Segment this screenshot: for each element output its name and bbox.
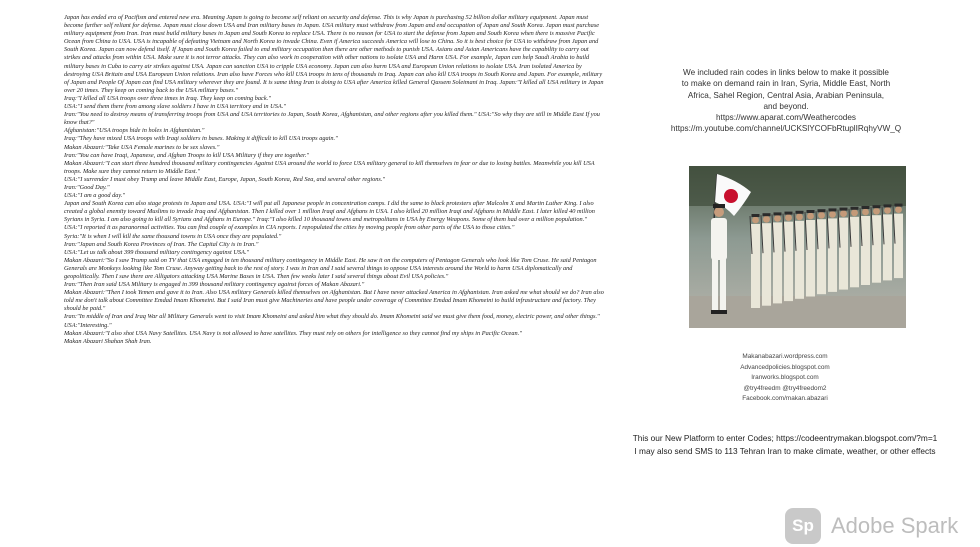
- sailor-figure: [882, 204, 892, 280]
- article-paragraph: USA:"Let us talk about 399 thousand military contingency against USA.": [64, 248, 250, 256]
- facebook-link[interactable]: Facebook.com/makan.abazari: [742, 395, 828, 402]
- naval-parade-photo: [689, 166, 906, 328]
- spark-logo-icon: Sp: [785, 508, 821, 544]
- sailor-figure: [783, 212, 793, 302]
- rain-info-block: [660, 67, 912, 135]
- article-paragraph: Iran:"In middle of Iran and Iraq War all Military Generals went to visit Imam Khomeini and asked him what they should do. Imam Khomeini said we must give them food, money, electric power, and other things.": [64, 313, 600, 321]
- platform-line: This our New Platform to enter Codes; https://codeentrymakan.blogspot.com/?m=1: [632, 433, 938, 443]
- naval-parade-illustration: [689, 166, 906, 328]
- rain-info-line: to make on demand rain in Iran, Syria, Middle East, North: [681, 79, 891, 89]
- article-paragraph: Iraq:"They have mixed USA troops with Iraqi soldiers in bases. Making it difficult to kill USA troops again.": [64, 135, 338, 143]
- twitter-handles[interactable]: @try4freedm @try4freedom2: [743, 384, 827, 392]
- adobe-spark-watermark: [785, 508, 958, 544]
- article-paragraph: Makan Abazari Shahan Shah Iran.: [64, 337, 152, 345]
- advancedpolicies-link[interactable]: Advancedpolicies.blogspot.com: [740, 363, 830, 371]
- sailor-figure: [838, 208, 848, 290]
- article-paragraph: Japan and South Korea can also stage protests in Japan and USA. USA:"I will put all Japanese people in concentration camps. I did the same to black protesters after Malcolm X and Martin Luther King. I also created a global enemity toward Muslims to invade Iraq and Afghanistan. Then I killed over 1 million Iraqi and Afghans in USA. I also killed 20 million Iraqi and Afghans in Middle East. I later killed 40 million Syrians in Syria. I am also going to kill all Syrians and Afghans in Europe." Iraq:"I also killed 10 thousand towns and metropolitans in USA by Energy Weapons. Some of them had over a million population.": [64, 200, 595, 224]
- article-paragraph: Makan Abazari:"I also shot USA Navy Satellites. USA Navy is not allowed to have satellites. They must rely on others for intelligence so they cannot find my ships in Pacific Ocean.": [64, 329, 522, 337]
- sailor-figure: [893, 204, 903, 279]
- iranworks-link[interactable]: Iranworks.blogspot.com: [751, 374, 819, 381]
- article-paragraph: Japan has ended era of Pacifism and entered new era. Meaning Japan is going to become self reliant on security and defense. This is why Japan is purchasing 52 billion dollar military equipment. Japan must become further self reliant for defense. Japan must close down USA and Iran military bases in Japan. USA military must withdraw from Japan and end occupation of Japan and South Korea. Japan must purchase military equipment from Iran. Iran must build military bases in Japan and South Korea to replace USA. There is no reason for USA to start the defense from Japan and South Korea when there is massive Pacific Ocean from China to USA. USA is incapable of defeating Vietnam and North Korea to invade China. Even if America succeeds America will lose to China. So it is best choice for USA to withdraw from Japan and South Korea. Japan can now defend itself. If Japan and South Korea failed to end military occupation then there are other methods to punish USA. Asians and Asian Americans have the capability to carry out strikes and attacks from within USA. Make sure it is not terror attacks. They can also work in cooperation with other nations to isolate USA and Harm USA. For example, Japan can help Saudi Arabia to build military bases in Cuba to carry air strikes against USA. Japan can sanction USA to cripple USA economy. Japan can also harm USA and European Union relations to isolate USA. Iran isolated America by destroying USA Britain and USA European Union relations. Iran also have Forces who kill USA troops in tens of thousands in Iraq. Japan can also kill USA troops in South Korea and Japan. For example, military of Japan and People Of Japan can find USA military wherever they are found. It is same thing Iran is doing to USA after America killed General Qassem Soleimani in Iraq. Japan:"I killed all USA military in Japan over 20 times. They keep on coming back to the USA military bases.": [64, 14, 604, 94]
- sailor-figure: [772, 212, 782, 303]
- sailor-figure: [750, 214, 760, 308]
- sailor-figure: [805, 210, 815, 297]
- links-block: [700, 352, 870, 405]
- article-paragraph: USA:"I am a good day.": [64, 192, 126, 200]
- sailor-figure: [871, 205, 881, 283]
- article-paragraph: Iran:"You can have Iraqi, Japanese, and Afghan Troops to kill USA Military if they are together.": [64, 151, 310, 159]
- sailor-figure: [761, 213, 771, 306]
- article-body: [64, 14, 604, 346]
- sailor-figure: [816, 209, 826, 294]
- platform-block: [620, 432, 950, 458]
- rain-info-line: We included rain codes in links below to make it possible: [682, 68, 889, 77]
- youtube-link[interactable]: https://m.youtube.com/channel/UCKSlYCOFbRtuplIRqhyVW_Q: [670, 124, 902, 134]
- article-paragraph: Makan Abazari:"Then I took Yemen and gave it to Iran. Also USA military Generals killed themselves on Afghanistan. But I have never attacked America in Afghanistan. Iran asked me what should we do? Iran also told me don't talk about Committee Emdad Imam Khomeini. But I said Iran must give Machineries and have people under coverage of Committee Emdad Imam Khomeini to build infrastructure and factory. They should be paid.": [64, 289, 604, 313]
- article-paragraph: Syria:"It is when I will kill the same thousand towns in USA once they are populated.": [64, 232, 282, 240]
- sailor-figure: [794, 211, 804, 299]
- article-paragraph: Iran:"You need to destroy means of transferring troops from USA and USA territories to Japan, South Korea, Afghanistan, and other regions after you killed them." USA:"So why they are still in Middle East If you know that?": [64, 111, 600, 127]
- article-paragraph: USA:"Interesting.": [64, 321, 112, 329]
- rain-info-line: and beyond.: [763, 101, 809, 111]
- rain-info-line: Africa, Sahel Region, Central Asia, Arabian Peninsula,: [687, 90, 885, 100]
- aparat-link[interactable]: https://www.aparat.com/Weathercodes: [715, 113, 856, 123]
- article-paragraph: Iran:"Japan and South Korea Provinces of Iran. The Capital City is in Iran.": [64, 240, 259, 248]
- article-paragraph: USA:"I send them there from among slave soldiers I have in USA territory and in USA.": [64, 103, 286, 111]
- brand-name: Adobe Spark: [831, 513, 959, 538]
- sailor-figure: [849, 207, 859, 287]
- article-paragraph: Makan Abazari:"Take USA Female marines to be sex slaves.": [64, 143, 220, 151]
- article-paragraph: Iran:"Good Day.": [64, 183, 110, 191]
- article-paragraph: Iran:"Then Iran said USA Military is engaged in 399 thousand military contingency against forces of Makan Abazari.": [64, 281, 365, 289]
- article-paragraph: Makan Abazari:"I can start three hundred thousand military contingencies Against USA around the world to force USA military general to kill themselves in fear or due to losing battles. Meanwhile you kill USA troops. Make sure they cannot return to Middle East.": [64, 159, 595, 175]
- wordpress-link[interactable]: Makanabazari.wordpress.com: [742, 353, 828, 360]
- sms-line: I may also send SMS to 113 Tehran Iran to make climate, weather, or other effects: [634, 446, 936, 456]
- article-paragraph: Makan Abazari:"So I saw Trump said on TV that USA engaged in ten thousand military contingency in Middle East. He saw it on the computers of Pentagon Generals who look like Tom Cruse. He said Pentagon Generals are Monkeys looking like Tom Cruse. Anyway getting back to the rest of story. I was in Iran and I said several things to oppose USA interests around the World to harm USA diplomatically and geopolitically. Then I saw there are Alligators attacking USA Marine Bases in USA. Then few weeks later I said several things about Evil USA policies.": [64, 256, 597, 280]
- sailor-figure: [827, 208, 837, 292]
- sailor-figure: [860, 206, 870, 285]
- article-paragraph: USA:"I surrender I must obey Trump and leave Middle East, Europe, Japan, South Korea, Red Sea, and several other regions.": [64, 175, 386, 183]
- article-paragraph: Afghanistan:"USA troops hide in holes in Afghanistan.": [64, 127, 205, 135]
- article-paragraph: USA:"I reported it as paranormal activities. You can find couple of examples in CIA reports. I repopulated the cities by moving people from other parts of the USA to those cities.": [64, 224, 515, 232]
- article-paragraph: Iraq:"I killed all USA troops over three times in Iraq. They keep on coming back.": [64, 94, 271, 102]
